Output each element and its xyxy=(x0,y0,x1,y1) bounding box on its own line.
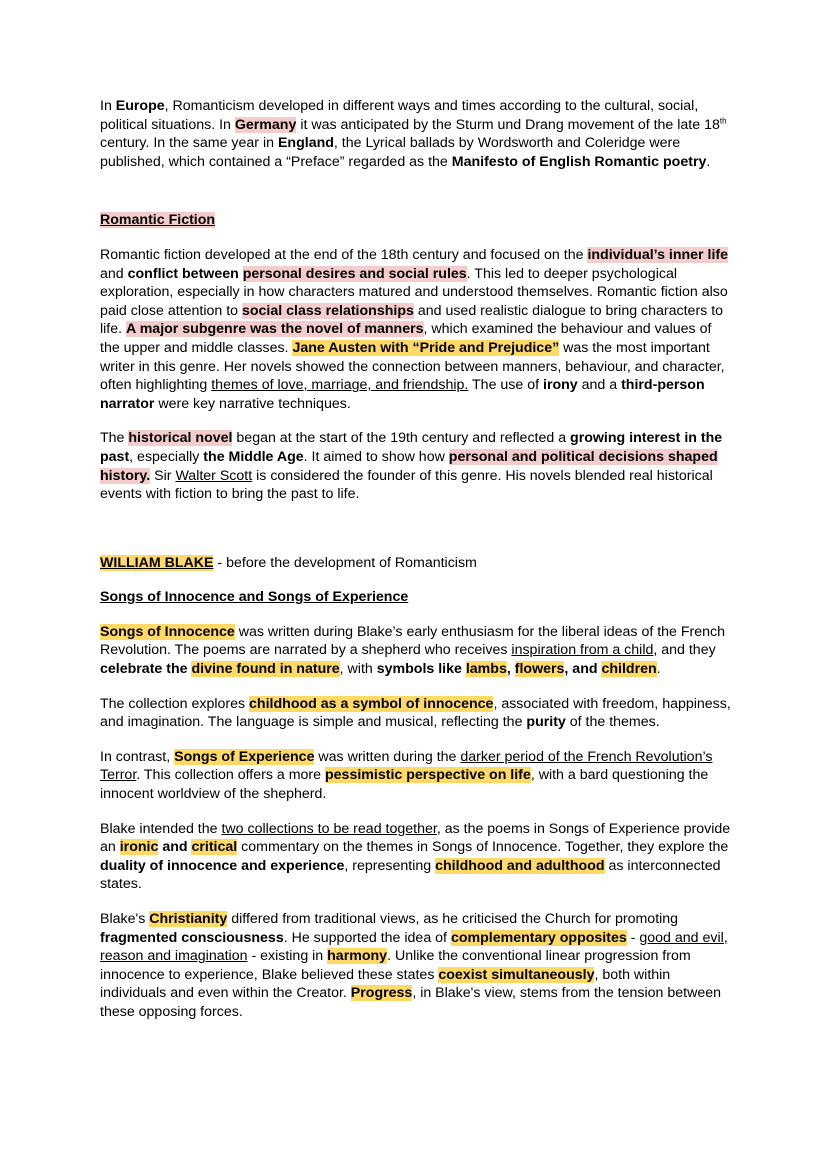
bold-text: Manifesto of English Romantic poetry xyxy=(451,153,707,170)
bold-text: fragmented consciousness xyxy=(100,929,284,946)
text-run: . This led to deeper psychological exploration, especially in how characters matured and understood themselves. Romantic fiction also paid close attention to xyxy=(100,265,728,319)
highlighted-text: personal desires and social rules xyxy=(242,265,467,282)
highlighted-text: Songs of Experience xyxy=(174,748,315,765)
christianity-paragraph xyxy=(100,910,732,1022)
text-run: is considered the founder of this genre. His novels blended real historical events with fiction to bring the past to life. xyxy=(100,467,713,503)
text-run: th xyxy=(719,115,727,125)
text-run: began at the start of the 19th century and reflected a xyxy=(232,430,571,447)
text-run: good and evil, reason and imagination xyxy=(100,929,728,965)
text-run: , with a bard questioning the innocent worldview of the shepherd. xyxy=(100,767,709,803)
text-run: In xyxy=(100,98,116,114)
text-run: , the Lyrical ballads by Wordsworth and Coleridge were published, which contained a “Preface” regarded as the xyxy=(100,135,681,170)
highlighted-text: WILLIAM BLAKE xyxy=(100,554,214,571)
text-run: and xyxy=(100,265,128,282)
bold-text: , xyxy=(506,661,515,678)
bold-text: and xyxy=(158,839,192,856)
text-run: In contrast, xyxy=(100,748,175,765)
text-run: . It aimed to show how xyxy=(303,448,449,465)
bold-text: conflict between xyxy=(127,265,243,282)
text-run: . This collection offers a more xyxy=(136,767,325,784)
text-run: and a xyxy=(577,377,622,394)
text-run: were key narrative techniques. xyxy=(154,395,351,412)
highlighted-text: coexist simultaneously xyxy=(438,966,595,983)
collection-paragraph xyxy=(100,695,732,732)
text-run: as interconnected states. xyxy=(100,857,721,893)
text-run: two collections to be read together xyxy=(221,820,437,837)
highlighted-text: flowers xyxy=(514,661,565,678)
text-run: , which examined the behaviour and values of the upper and middle classes. xyxy=(100,321,712,356)
text-run: Walter Scott xyxy=(175,467,253,484)
highlighted-text: childhood as a symbol of innocence xyxy=(249,695,494,712)
experience-paragraph xyxy=(100,748,732,804)
bold-text: Songs of Innocence and Songs of Experience xyxy=(100,589,409,606)
text-run: , both within individuals and even within the Creator. xyxy=(100,966,671,1002)
together-paragraph xyxy=(100,820,732,894)
bold-text: symbols like xyxy=(376,661,466,678)
innocence-paragraph xyxy=(100,623,732,679)
bold-text: England xyxy=(277,135,334,152)
text-run: - before the development of Romanticism xyxy=(213,554,477,571)
europe-paragraph xyxy=(100,97,732,171)
text-run: . He supported the idea of xyxy=(283,929,451,946)
highlighted-text: ironic xyxy=(119,839,159,856)
text-run: inspiration from a child xyxy=(511,642,654,659)
text-run: - existing in xyxy=(247,948,328,965)
text-run: Blake's xyxy=(100,911,150,927)
text-run: century. In the same year in xyxy=(100,135,278,152)
text-run: The collection explores xyxy=(100,695,250,712)
text-run: , Romanticism developed in different ways and times according to the cultural, social, political situations. In xyxy=(100,98,699,133)
text-run: and used realistic dialogue to bring characters to life. xyxy=(100,302,724,338)
text-run: was the most important writer in this genre. Her novels showed the connection between manners, behaviour, and character, often highlighting xyxy=(100,339,725,394)
highlighted-text: Germany xyxy=(234,116,297,133)
text-run: Sir xyxy=(150,467,176,484)
highlighted-text: individual’s inner life xyxy=(587,246,729,263)
text-run: it was anticipated by the Sturm und Drang movement of the late 18 xyxy=(296,116,720,133)
highlighted-text: complementary opposites xyxy=(450,929,627,946)
highlighted-text: A major subgenre was the novel of manners xyxy=(126,321,424,338)
highlighted-text: social class relationships xyxy=(241,302,414,319)
bold-text: irony xyxy=(543,377,578,394)
text-run: , especially xyxy=(129,448,204,465)
text-run: , associated with freedom, happiness, and imagination. The language is simple and musical, reflecting the xyxy=(100,695,731,731)
songs-heading xyxy=(100,588,732,607)
highlighted-text: pessimistic perspective on life xyxy=(325,767,531,784)
highlighted-text: critical xyxy=(191,839,238,856)
bold-text: purity xyxy=(526,714,566,731)
text-run: darker period of the French Revolution’s Terror xyxy=(100,748,713,784)
text-run: themes of love, marriage, and friendship. xyxy=(211,377,469,394)
text-run: - xyxy=(626,929,640,946)
text-run: differed from traditional views, as he criticised the Church for promoting xyxy=(227,911,679,927)
highlighted-text: Songs of Innocence xyxy=(100,623,235,640)
highlighted-text: personal and political decisions shaped history. xyxy=(100,448,718,484)
text-run: , representing xyxy=(344,857,436,874)
text-run: , as the poems in Songs of Experience provide an xyxy=(100,820,731,856)
bold-text: , and xyxy=(564,661,602,678)
bold-text: Europe xyxy=(115,98,165,114)
bold-text: third-person narrator xyxy=(100,377,705,412)
text-run: , in Blake's view, stems from the tension between these opposing forces. xyxy=(100,985,721,1020)
text-run: was written during Blake’s early enthusiasm for the liberal ideas of the French Revolution. The poems are narrated by a shepherd who receives xyxy=(100,623,726,659)
text-run: . xyxy=(656,661,661,678)
text-run: The use of xyxy=(468,377,543,394)
text-run: was written during the xyxy=(314,748,461,765)
document-page xyxy=(100,97,732,1022)
highlighted-text: divine found in nature xyxy=(191,661,340,678)
text-run: . xyxy=(706,153,711,170)
historical-novel-paragraph xyxy=(100,429,732,503)
bold-text: the Middle Age xyxy=(203,448,304,465)
bold-text: duality of innocence and experience xyxy=(100,857,345,874)
highlighted-text: historical novel xyxy=(128,430,233,447)
highlighted-text: harmony xyxy=(327,948,388,965)
bold-text: growing interest in the past xyxy=(100,430,723,465)
highlighted-text: Progress xyxy=(350,985,413,1002)
text-run: . Unlike the conventional linear progression from innocence to experience, Blake believed these states xyxy=(100,948,691,983)
highlighted-text: Romantic Fiction xyxy=(100,212,216,229)
highlighted-text: Christianity xyxy=(149,911,228,927)
text-run: The xyxy=(100,430,129,447)
highlighted-text: lambs xyxy=(465,661,507,678)
bold-text: celebrate the xyxy=(100,661,192,678)
text-run: , with xyxy=(339,661,377,678)
blake-heading xyxy=(100,554,732,573)
highlighted-text: children xyxy=(601,661,657,678)
text-run: , and they xyxy=(653,642,716,659)
text-run: commentary on the themes in Songs of Innocence. Together, they explore the xyxy=(237,839,729,856)
text-run: Romantic fiction developed at the end of the 18th century and focused on the xyxy=(100,246,588,263)
romantic-fiction-paragraph xyxy=(100,246,732,413)
highlighted-text: Jane Austen with “Pride and Prejudice” xyxy=(292,339,560,356)
text-run: Blake intended the xyxy=(100,820,222,837)
highlighted-text: childhood and adulthood xyxy=(435,857,605,874)
text-run: of the themes. xyxy=(565,714,660,731)
romantic-fiction-heading xyxy=(100,211,732,230)
